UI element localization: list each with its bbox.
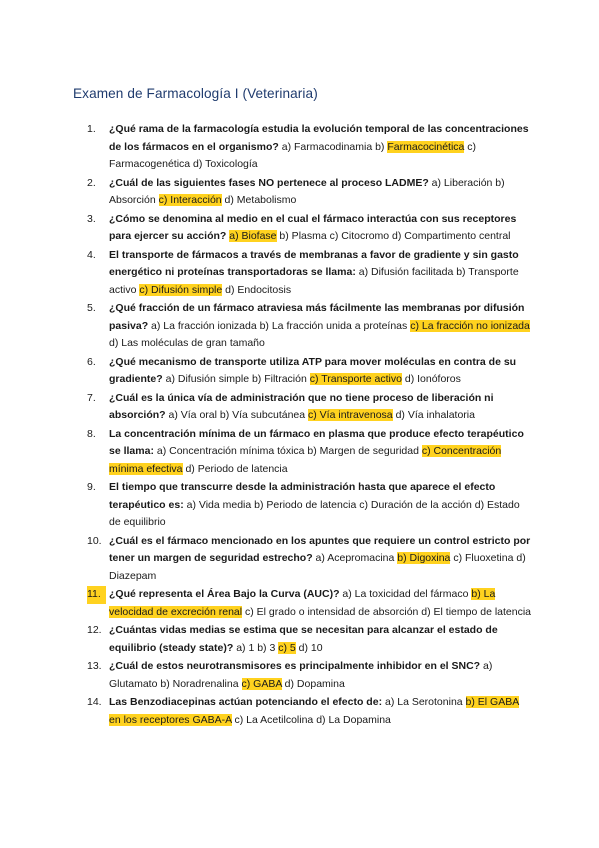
answer-options-text: d) Metabolismo — [221, 194, 297, 206]
question-item — [87, 390, 531, 425]
question-text: ¿Qué representa el Área Bajo la Curva (AUC)? — [109, 588, 340, 600]
highlighted-answer: c) Vía intravenosa — [308, 409, 393, 421]
answer-options-text: a) Vida media b) Periodo de latencia c) Duración de la acción d) Estado de equilibrio — [109, 498, 520, 528]
highlighted-answer: c) Difusión simple — [139, 283, 223, 296]
question-item — [87, 586, 531, 621]
question-text: ¿Cuál de las siguientes fases NO pertenece al proceso LADME? — [109, 176, 429, 189]
question-number: 8. — [87, 427, 96, 440]
question-number: 3. — [87, 212, 96, 225]
question-item — [87, 658, 531, 693]
highlighted-answer: c) Interacción — [158, 194, 222, 206]
answer-options-text: d) 10 — [295, 641, 323, 654]
question-item — [87, 121, 531, 174]
question-text: Las Benzodiacepinas actúan potenciando el efecto de: — [109, 696, 383, 708]
question-item — [87, 211, 531, 246]
question-number: 6. — [87, 355, 96, 368]
question-number: 10. — [87, 534, 102, 547]
answer-options-text: a) 1 b) 3 — [233, 641, 279, 654]
question-number: 7. — [87, 391, 96, 404]
answer-options-text: a) Concentración mínima tóxica b) Margen de seguridad — [153, 445, 422, 457]
answer-options-text: d) Periodo de latencia — [182, 462, 288, 475]
highlighted-answer: c) La fracción no ionizada — [410, 319, 530, 332]
answer-options-text: a) Difusión simple b) Filtración — [162, 373, 310, 385]
answer-options-text: d) Las moléculas de gran tamaño — [109, 337, 265, 349]
question-number: 11. — [87, 586, 106, 604]
page-title: Examen de Farmacología I (Veterinaria) — [73, 86, 318, 101]
highlighted-answer: c) Concentración mínima efectiva — [109, 445, 502, 475]
question-number: 12. — [87, 624, 102, 636]
question-text: La concentración mínima de un fármaco en plasma que produce efecto terapéutico se llama: — [109, 427, 524, 457]
answer-options-text: d) Ionóforos — [401, 373, 461, 385]
question-text: ¿Cuál de estos neurotransmisores es principalmente inhibidor en el SNC? — [109, 660, 481, 672]
answer-options-text: a) Glutamato b) Noradrenalina — [109, 660, 493, 690]
question-item — [87, 247, 531, 300]
highlighted-answer: a) Biofase — [229, 230, 277, 242]
question-text: ¿Cuál es el fármaco mencionado en los apuntes que requiere un control estricto por tener un margen de seguridad estrecho? — [109, 534, 531, 564]
question-item — [87, 354, 531, 389]
answer-options-text: a) Liberación b) Absorción — [109, 176, 505, 206]
question-item — [87, 300, 531, 353]
highlighted-answer: b) Digoxina — [397, 552, 451, 564]
answer-options-text: a) Difusión facilitada b) Transporte activo — [109, 266, 519, 296]
answer-options-text: c) El grado o intensidad de absorción d) El tiempo de latencia — [242, 605, 532, 618]
answer-options-text: a) La Serotonina — [382, 696, 466, 708]
question-number: 4. — [87, 248, 96, 261]
answer-options-text: c) Fluoxetina d) Diazepam — [109, 552, 526, 582]
highlighted-answer: c) Transporte activo — [309, 373, 402, 385]
question-item — [87, 426, 531, 479]
question-text: ¿Cuál es la única vía de administración que no tiene proceso de liberación ni absorción? — [109, 391, 494, 421]
answer-options-text: c) Farmacogenética d) Toxicología — [109, 140, 477, 170]
answer-options-text: d) Vía inhalatoria — [392, 409, 475, 421]
answer-options-text: d) Endocitosis — [222, 283, 292, 296]
question-text: ¿Cuántas vidas medias se estima que se necesitan para alcanzar el estado de equilibrio (steady state)? — [109, 624, 498, 654]
answer-options-text: a) Acepromacina — [312, 552, 398, 564]
question-text: ¿Qué mecanismo de transporte utiliza ATP para mover moléculas en contra de su gradiente? — [109, 355, 517, 385]
question-number: 13. — [87, 660, 102, 672]
answer-options-text: a) La toxicidad del fármaco — [339, 588, 472, 600]
question-number: 1. — [87, 123, 96, 135]
question-number: 9. — [87, 481, 96, 493]
answer-options-text: d) Dopamina — [281, 677, 345, 690]
answer-options-text: a) La fracción ionizada b) La fracción unida a proteínas — [148, 319, 411, 332]
question-item — [87, 479, 531, 532]
question-number: 2. — [87, 176, 96, 189]
question-text: ¿Qué fracción de un fármaco atraviesa más fácilmente las membranas por difusión pasiva? — [109, 302, 525, 332]
answer-options-text: a) Vía oral b) Vía subcutánea — [165, 409, 309, 421]
highlighted-answer: b) La velocidad de excreción renal — [109, 588, 496, 618]
answer-options-text: c) La Acetilcolina d) La Dopamina — [231, 713, 391, 726]
question-text: El transporte de fármacos a través de membranas a favor de gradiente y sin gasto energético ni proteínas transportadoras se llama: — [109, 248, 519, 278]
answer-options-text: a) Farmacodinamia b) — [278, 140, 388, 153]
question-item — [87, 175, 531, 210]
question-item — [87, 694, 531, 729]
question-number: 5. — [87, 302, 96, 314]
question-text: El tiempo que transcurre desde la administración hasta que aparece el efecto terapéutico es: — [109, 481, 496, 511]
answer-options-text: b) Plasma c) Citocromo d) Compartimento central — [276, 230, 511, 242]
question-item — [87, 622, 531, 657]
highlighted-answer: c) GABA — [241, 677, 282, 690]
question-list — [87, 121, 531, 730]
highlighted-answer: b) El GABA en los receptores GABA-A — [109, 696, 520, 726]
highlighted-answer: c) 5 — [278, 641, 296, 654]
question-number: 14. — [87, 696, 102, 708]
highlighted-answer: Farmacocinética — [387, 140, 465, 153]
question-text: ¿Qué rama de la farmacología estudia la evolución temporal de las concentraciones de los fármacos en el organismo? — [109, 123, 529, 153]
question-item — [87, 533, 531, 586]
question-text: ¿Cómo se denomina al medio en el cual el fármaco interactúa con sus receptores para ejercer su acción? — [109, 212, 517, 242]
